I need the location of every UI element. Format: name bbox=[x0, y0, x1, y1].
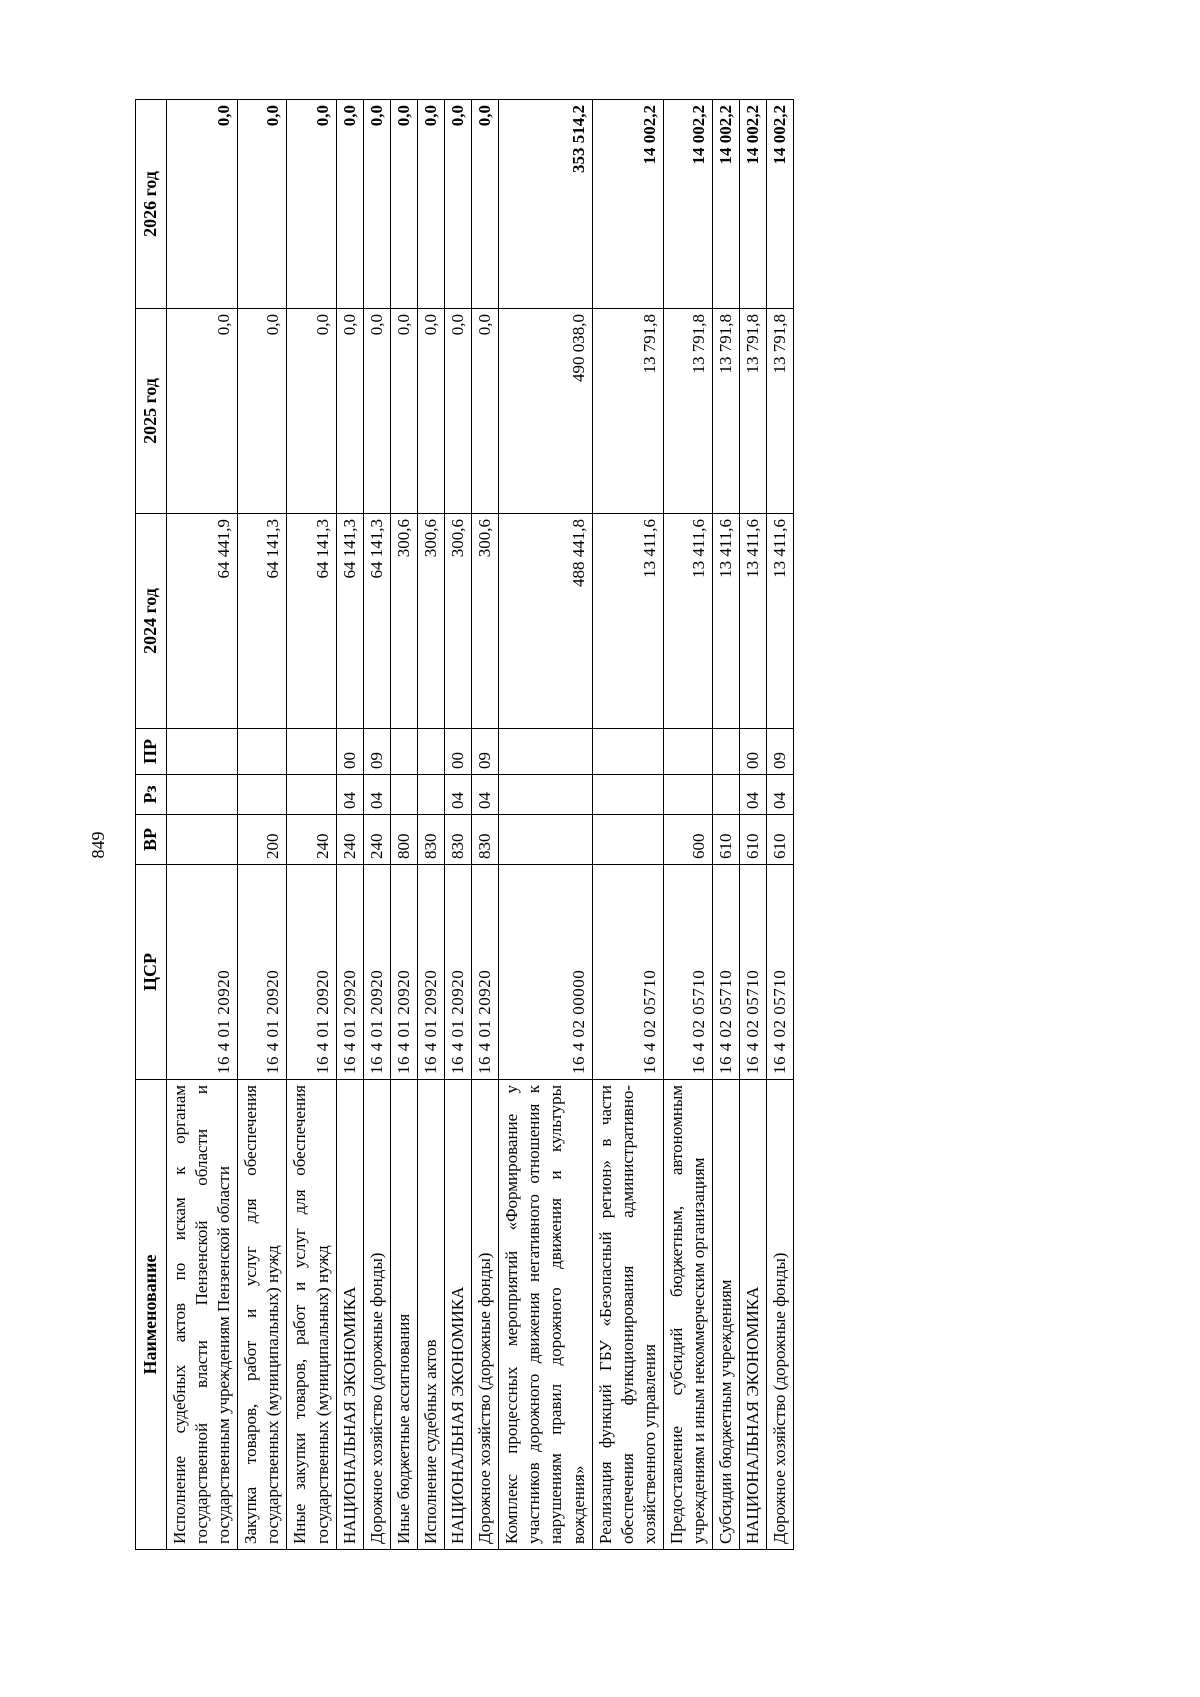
cell-name: НАЦИОНАЛЬНАЯ ЭКОНОМИКА bbox=[445, 1080, 472, 1550]
cell-2025: 0,0 bbox=[167, 309, 238, 514]
budget-table bbox=[135, 99, 794, 1550]
cell-csr: 16 4 02 00000 bbox=[499, 865, 592, 1080]
cell-pr bbox=[499, 729, 592, 775]
cell-name: Исполнение судебных актов bbox=[417, 1080, 444, 1550]
header-name: Наименование bbox=[136, 1080, 167, 1550]
cell-2024: 13 411,6 bbox=[767, 514, 794, 729]
cell-vr: 830 bbox=[417, 815, 444, 865]
cell-name: Комплекс процессных мероприятий «Формирование у участников дорожного движения негативного отношения к нарушениям правил дорожного движения и культуры вождения» bbox=[499, 1080, 592, 1550]
table-row bbox=[592, 100, 663, 1550]
table-header-row bbox=[136, 100, 167, 1550]
cell-csr: 16 4 01 20920 bbox=[417, 865, 444, 1080]
cell-rz bbox=[663, 775, 712, 815]
cell-2025: 13 791,8 bbox=[663, 309, 712, 514]
cell-rz bbox=[417, 775, 444, 815]
cell-2024: 13 411,6 bbox=[713, 514, 740, 729]
table-row bbox=[287, 100, 336, 1550]
cell-rz bbox=[238, 775, 287, 815]
cell-name: Закупка товаров, работ и услуг для обеспечения государственных (муниципальных) нужд bbox=[238, 1080, 287, 1550]
cell-pr bbox=[713, 729, 740, 775]
cell-name: Дорожное хозяйство (дорожные фонды) bbox=[363, 1080, 390, 1550]
cell-pr bbox=[238, 729, 287, 775]
cell-2024: 300,6 bbox=[472, 514, 499, 729]
table-row bbox=[363, 100, 390, 1550]
cell-pr: 00 bbox=[336, 729, 363, 775]
header-2025: 2025 год bbox=[136, 309, 167, 514]
cell-2026: 0,0 bbox=[417, 100, 444, 309]
cell-pr bbox=[592, 729, 663, 775]
cell-csr: 16 4 02 05710 bbox=[592, 865, 663, 1080]
cell-csr: 16 4 01 20920 bbox=[238, 865, 287, 1080]
cell-2026: 14 002,2 bbox=[767, 100, 794, 309]
cell-vr: 800 bbox=[390, 815, 417, 865]
cell-vr bbox=[167, 815, 238, 865]
cell-vr: 240 bbox=[336, 815, 363, 865]
cell-2025: 0,0 bbox=[287, 309, 336, 514]
header-2024: 2024 год bbox=[136, 514, 167, 729]
table-row bbox=[472, 100, 499, 1550]
cell-vr bbox=[499, 815, 592, 865]
page-number: 849 bbox=[88, 831, 108, 859]
cell-2025: 13 791,8 bbox=[767, 309, 794, 514]
cell-csr: 16 4 02 05710 bbox=[767, 865, 794, 1080]
cell-2026: 0,0 bbox=[336, 100, 363, 309]
cell-2025: 13 791,8 bbox=[592, 309, 663, 514]
header-2026: 2026 год bbox=[136, 100, 167, 309]
cell-vr: 240 bbox=[363, 815, 390, 865]
cell-vr: 610 bbox=[740, 815, 767, 865]
cell-2026: 14 002,2 bbox=[740, 100, 767, 309]
cell-vr: 610 bbox=[767, 815, 794, 865]
cell-2024: 64 141,3 bbox=[238, 514, 287, 729]
cell-csr: 16 4 01 20920 bbox=[287, 865, 336, 1080]
header-rz: Рз bbox=[136, 775, 167, 815]
cell-rz: 04 bbox=[363, 775, 390, 815]
cell-pr: 00 bbox=[445, 729, 472, 775]
cell-pr bbox=[287, 729, 336, 775]
cell-csr: 16 4 01 20920 bbox=[336, 865, 363, 1080]
cell-csr: 16 4 01 20920 bbox=[472, 865, 499, 1080]
cell-rz bbox=[390, 775, 417, 815]
cell-csr: 16 4 02 05710 bbox=[740, 865, 767, 1080]
cell-vr: 830 bbox=[445, 815, 472, 865]
cell-2025: 0,0 bbox=[238, 309, 287, 514]
cell-pr: 09 bbox=[363, 729, 390, 775]
cell-name: НАЦИОНАЛЬНАЯ ЭКОНОМИКА bbox=[336, 1080, 363, 1550]
cell-2024: 64 141,3 bbox=[287, 514, 336, 729]
cell-2024: 300,6 bbox=[417, 514, 444, 729]
table-row bbox=[713, 100, 740, 1550]
cell-name: Иные бюджетные ассигнования bbox=[390, 1080, 417, 1550]
table-body bbox=[167, 100, 794, 1550]
table-row bbox=[417, 100, 444, 1550]
cell-pr bbox=[417, 729, 444, 775]
cell-rz: 04 bbox=[445, 775, 472, 815]
cell-name: Субсидии бюджетным учреждениям bbox=[713, 1080, 740, 1550]
cell-rz: 04 bbox=[336, 775, 363, 815]
cell-2024: 300,6 bbox=[390, 514, 417, 729]
table-row bbox=[499, 100, 592, 1550]
table-row bbox=[238, 100, 287, 1550]
cell-2025: 13 791,8 bbox=[713, 309, 740, 514]
cell-2025: 13 791,8 bbox=[740, 309, 767, 514]
cell-2024: 64 141,3 bbox=[363, 514, 390, 729]
cell-2026: 14 002,2 bbox=[592, 100, 663, 309]
cell-2025: 0,0 bbox=[417, 309, 444, 514]
cell-2025: 0,0 bbox=[336, 309, 363, 514]
header-csr: ЦСР bbox=[136, 865, 167, 1080]
cell-csr: 16 4 01 20920 bbox=[445, 865, 472, 1080]
cell-pr: 09 bbox=[472, 729, 499, 775]
cell-rz bbox=[499, 775, 592, 815]
cell-2025: 0,0 bbox=[445, 309, 472, 514]
cell-name: Предоставление субсидий бюджетным, автономным учреждениям и иным некоммерческим организациям bbox=[663, 1080, 712, 1550]
cell-2026: 0,0 bbox=[287, 100, 336, 309]
cell-name: НАЦИОНАЛЬНАЯ ЭКОНОМИКА bbox=[740, 1080, 767, 1550]
cell-2024: 488 441,8 bbox=[499, 514, 592, 729]
cell-vr: 610 bbox=[713, 815, 740, 865]
cell-2026: 14 002,2 bbox=[713, 100, 740, 309]
cell-2024: 300,6 bbox=[445, 514, 472, 729]
cell-2026: 0,0 bbox=[390, 100, 417, 309]
cell-rz: 04 bbox=[740, 775, 767, 815]
cell-2025: 490 038,0 bbox=[499, 309, 592, 514]
table-row bbox=[390, 100, 417, 1550]
cell-2024: 13 411,6 bbox=[663, 514, 712, 729]
cell-2026: 0,0 bbox=[167, 100, 238, 309]
cell-2024: 13 411,6 bbox=[592, 514, 663, 729]
cell-2025: 0,0 bbox=[390, 309, 417, 514]
table-row bbox=[663, 100, 712, 1550]
budget-table-container bbox=[135, 100, 885, 1550]
cell-vr: 830 bbox=[472, 815, 499, 865]
cell-2025: 0,0 bbox=[363, 309, 390, 514]
cell-name: Дорожное хозяйство (дорожные фонды) bbox=[472, 1080, 499, 1550]
cell-2026: 0,0 bbox=[363, 100, 390, 309]
cell-2025: 0,0 bbox=[472, 309, 499, 514]
cell-pr: 09 bbox=[767, 729, 794, 775]
cell-csr: 16 4 01 20920 bbox=[363, 865, 390, 1080]
table-row bbox=[445, 100, 472, 1550]
header-pr: ПР bbox=[136, 729, 167, 775]
cell-vr bbox=[592, 815, 663, 865]
cell-csr: 16 4 02 05710 bbox=[713, 865, 740, 1080]
cell-2026: 0,0 bbox=[445, 100, 472, 309]
cell-vr: 600 bbox=[663, 815, 712, 865]
cell-2024: 13 411,6 bbox=[740, 514, 767, 729]
cell-pr bbox=[663, 729, 712, 775]
cell-pr bbox=[390, 729, 417, 775]
cell-2024: 64 441,9 bbox=[167, 514, 238, 729]
cell-name: Исполнение судебных актов по искам к органам государственной власти Пензенской области и государственным учреждениям Пензенской области bbox=[167, 1080, 238, 1550]
cell-name: Реализация функций ГБУ «Безопасный регион» в части обеспечения функционирования административно-хозяйственного управления bbox=[592, 1080, 663, 1550]
header-vr: ВР bbox=[136, 815, 167, 865]
cell-vr: 240 bbox=[287, 815, 336, 865]
table-row bbox=[767, 100, 794, 1550]
cell-name: Дорожное хозяйство (дорожные фонды) bbox=[767, 1080, 794, 1550]
cell-2024: 64 141,3 bbox=[336, 514, 363, 729]
cell-rz bbox=[287, 775, 336, 815]
cell-pr: 00 bbox=[740, 729, 767, 775]
cell-rz bbox=[167, 775, 238, 815]
table-row bbox=[740, 100, 767, 1550]
cell-name: Иные закупки товаров, работ и услуг для обеспечения государственных (муниципальных) нужд bbox=[287, 1080, 336, 1550]
cell-rz bbox=[713, 775, 740, 815]
cell-2026: 0,0 bbox=[238, 100, 287, 309]
cell-2026: 0,0 bbox=[472, 100, 499, 309]
cell-rz: 04 bbox=[472, 775, 499, 815]
table-row bbox=[167, 100, 238, 1550]
cell-2026: 14 002,2 bbox=[663, 100, 712, 309]
cell-2026: 353 514,2 bbox=[499, 100, 592, 309]
cell-rz bbox=[592, 775, 663, 815]
cell-rz: 04 bbox=[767, 775, 794, 815]
cell-csr: 16 4 01 20920 bbox=[167, 865, 238, 1080]
cell-csr: 16 4 02 05710 bbox=[663, 865, 712, 1080]
cell-csr: 16 4 01 20920 bbox=[390, 865, 417, 1080]
cell-vr: 200 bbox=[238, 815, 287, 865]
cell-pr bbox=[167, 729, 238, 775]
table-row bbox=[336, 100, 363, 1550]
